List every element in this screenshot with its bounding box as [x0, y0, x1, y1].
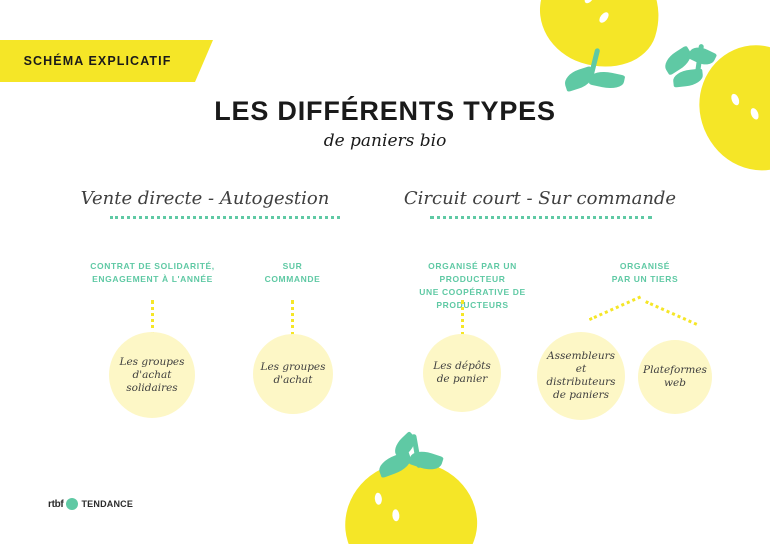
brand-sub-name: TENDANCE	[81, 499, 134, 509]
leaf-icon	[687, 43, 717, 69]
lemon-seed	[374, 492, 382, 505]
leaf-decoration-right	[655, 40, 735, 100]
node-label-line1: Les groupes	[260, 361, 326, 373]
node-label-line2: web	[664, 377, 686, 389]
connector-dots-vertical	[461, 300, 467, 336]
page-subtitle: de paniers bio	[323, 131, 447, 151]
branch-label-line1: CONTRAT DE SOLIDARITÉ,	[90, 261, 215, 271]
branch-label-organise-tiers	[590, 260, 700, 286]
column-title-left: Vente directe - Autogestion	[80, 188, 330, 209]
node-label-line1: Plateformes	[643, 364, 707, 376]
node-assembleurs-distributeurs	[537, 332, 625, 420]
branch-label-contrat-solidarite	[90, 260, 215, 286]
node-label-line2: de panier	[436, 373, 488, 385]
node-plateformes-web	[638, 340, 712, 414]
node-depots-de-panier	[423, 334, 501, 412]
branch-label-line2: UNE COOPÉRATIVE DE PRODUCTEURS	[419, 287, 526, 310]
node-groupes-achat	[253, 334, 333, 414]
leaf-icon	[672, 68, 704, 87]
badge-ribbon-tail	[195, 40, 213, 82]
connector-dots-vertical	[291, 300, 297, 336]
lemon-seed	[392, 509, 400, 522]
connector-dots-diagonal-right	[644, 300, 698, 328]
lemon-seed	[583, 0, 596, 5]
column-rule-left	[110, 216, 340, 223]
node-label-line2: d'achat solidaires	[126, 368, 178, 394]
branch-label-line1: ORGANISÉ	[619, 261, 671, 271]
node-label-line2: d'achat	[273, 374, 313, 386]
footer-logo	[48, 498, 133, 510]
badge-label: SCHÉMA EXPLICATIF	[23, 54, 172, 68]
brand-name: rtbf	[48, 498, 64, 510]
branch-label-line2: PAR UN TIERS	[611, 274, 679, 284]
node-label-line2: et distributeurs	[546, 363, 616, 388]
page-title: LES DIFFÉRENTS TYPES	[214, 96, 556, 126]
branch-label-line1: SUR	[282, 261, 303, 271]
leaf-decoration-bottom	[370, 432, 460, 494]
branch-label-line2: COMMANDE	[264, 274, 321, 284]
connector-dots-diagonal-left	[589, 295, 643, 323]
branch-label-organise-producteur	[400, 260, 545, 312]
node-label-line1: Les dépôts	[433, 360, 491, 372]
column-title-right: Circuit court - Sur commande	[403, 188, 677, 209]
branch-label-line1: ORGANISÉ PAR UN PRODUCTEUR	[428, 261, 517, 284]
column-rule-right	[430, 216, 652, 223]
node-label-line1: Assembleurs	[547, 350, 615, 362]
node-label-line3: de paniers	[553, 389, 609, 401]
node-groupes-achat-solidaires	[109, 332, 195, 418]
connector-dots-vertical	[151, 300, 157, 336]
branch-label-line2: ENGAGEMENT À L'ANNÉE	[92, 274, 213, 284]
lemon-seed	[598, 11, 611, 25]
brand-dot-icon	[66, 498, 78, 510]
node-label-line1: Les groupes	[119, 355, 185, 368]
branch-label-sur-commande	[250, 260, 335, 286]
